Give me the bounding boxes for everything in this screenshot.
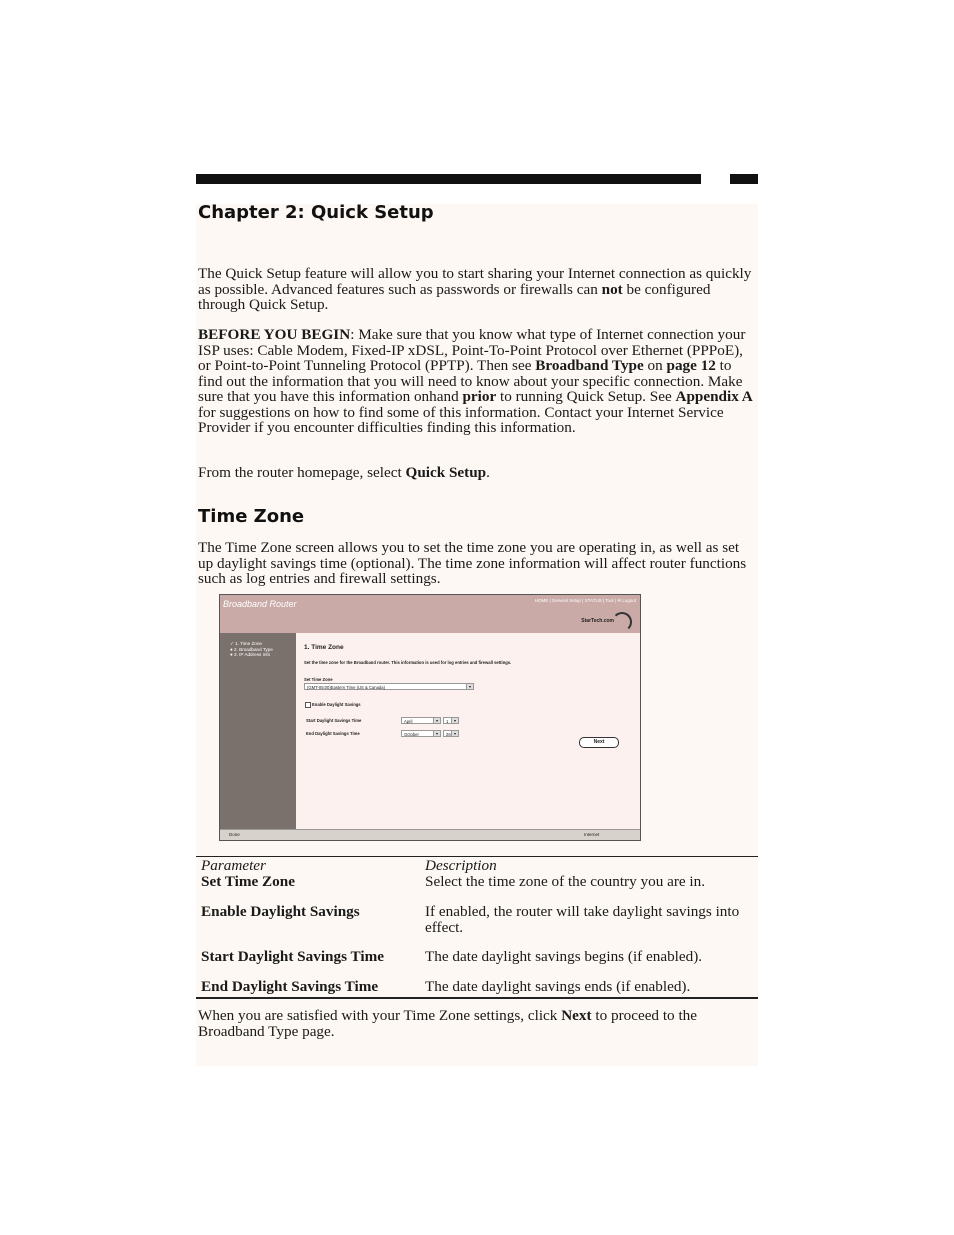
before-bold-appendix: Appendix A [675,388,753,405]
param-cell: End Daylight Savings Time [201,978,379,995]
chevron-down-icon: ▾ [451,718,458,723]
end-month-select[interactable] [401,730,441,737]
param-cell: Start Daylight Savings Time [201,948,384,965]
before-you-begin-paragraph [198,327,756,436]
closing-paragraph [198,1008,756,1039]
step-time-zone[interactable]: ✓ 1. Time Zone [230,641,262,646]
before-label: BEFORE YOU BEGIN [198,326,351,343]
param-cell: Enable Daylight Savings [201,903,360,920]
end-dst-label: End Daylight Savings Time [306,731,360,736]
step-ip-address-info[interactable]: ● 3. IP Address Info [230,652,271,657]
logo-arc-icon [612,612,632,632]
time-zone-select-value: (GMT-05:00)Eastern Time (US & Canada) [307,685,385,690]
desc-cell: If enabled, the router will take daylight savings into effect. [425,903,740,936]
before-bold-page: page 12 [666,357,716,374]
closing-bold-next: Next [561,1007,592,1024]
chapter-title: Chapter 2: Quick Setup [198,202,434,223]
start-day-select[interactable] [443,717,459,724]
chevron-down-icon: ▾ [433,731,440,736]
intro-bold-not: not [601,280,623,298]
router-main [296,633,640,829]
status-done: Done [229,832,240,837]
status-internet: Internet [584,832,600,837]
start-month-select[interactable] [401,717,441,724]
before-text-1: : Make sure that you know what type of Internet connection your ISP uses: Cable Modem, Fixed-IP xDSL, Point-To-Point Protocol over Ethernet (PPPoE), or Point-to-Point Tunneling Protocol (PPTP). Then see [198,326,746,374]
end-day-select[interactable] [443,730,459,737]
table-header-description: Description [425,857,497,874]
closing-text-1: When you are satisfied with your Time Zone settings, click [198,1007,562,1024]
router-sidebar [220,633,296,829]
start-day-value: 1 [446,719,449,724]
closing-text-2: to proceed to the Broadband Type page. [198,1007,697,1040]
next-button[interactable]: Next [579,737,619,748]
homepage-text-2: . [486,464,490,481]
desc-cell: The date daylight savings begins (if enabled). [425,948,703,965]
end-month-value: October [404,732,419,737]
param-cell: Set Time Zone [201,873,295,890]
table-header-parameter: Parameter [201,857,266,874]
homepage-paragraph [198,465,756,481]
before-text-3: to find out the information that you will need to know about your specific connection. Make sure that you have this information onhand [198,357,743,405]
header-rule [196,174,701,184]
end-day-value: 26 [446,732,451,737]
desc-cell: Select the time zone of the country you are in. [425,873,706,890]
chevron-down-icon: ▾ [433,718,440,723]
chevron-down-icon: ▾ [466,684,473,689]
router-description: Set the time zone for the Broadband router. This information is used for log entries and firewall settings. [304,660,512,665]
before-text-2: on [643,357,667,374]
step-broadband-type[interactable]: ● 2. Broadband Type [230,646,273,652]
before-bold-prior: prior [462,388,497,405]
router-screenshot [219,594,641,841]
time-zone-intro: The Time Zone screen allows you to set the time zone you are operating in, as well as set up daylight savings time (optional). The time zone information will affect router functions such as log entries and firewall settings. [198,539,747,587]
chevron-down-icon: ▾ [451,731,458,736]
router-title: Broadband Router [223,599,297,609]
header-rule-tab [730,174,758,184]
time-zone-select[interactable] [304,683,474,690]
desc-cell: The date daylight savings ends (if enabled). [425,978,691,995]
set-time-zone-label: Set Time Zone [304,677,333,682]
table-bottom-rule [196,997,758,999]
browser-status-bar [220,829,640,841]
section-title-time-zone: Time Zone [198,506,305,527]
intro-text-1: The Quick Setup feature will allow you to start sharing your Internet connection as quickly as possible. Advanced features such as passwords or firewalls can [198,265,752,298]
daylight-savings-checkbox[interactable] [305,702,311,708]
router-header [220,595,640,633]
intro-paragraph [198,266,756,313]
homepage-bold-quick-setup: Quick Setup [405,464,487,481]
start-month-value: April [404,719,413,724]
setup-steps [230,641,273,658]
start-dst-label: Start Daylight Savings Time [306,718,362,723]
router-nav[interactable]: HOME | General Setup | STATUS | Tool | ✇ Logout [534,598,636,603]
before-bold-broadband-type: Broadband Type [535,357,644,374]
startech-logo: StarTech.com [581,618,614,624]
daylight-savings-label: Enable Daylight Savings [312,702,361,707]
before-text-5: for suggestions on how to find some of this information. Contact your Internet Service Provider if you encounter difficulties finding this information. [198,403,724,436]
intro-text-2: be configured through Quick Setup. [198,280,711,313]
homepage-text-1: From the router homepage, select [198,464,406,481]
router-heading: 1. Time Zone [304,644,344,651]
before-text-4: to running Quick Setup. See [496,388,676,405]
